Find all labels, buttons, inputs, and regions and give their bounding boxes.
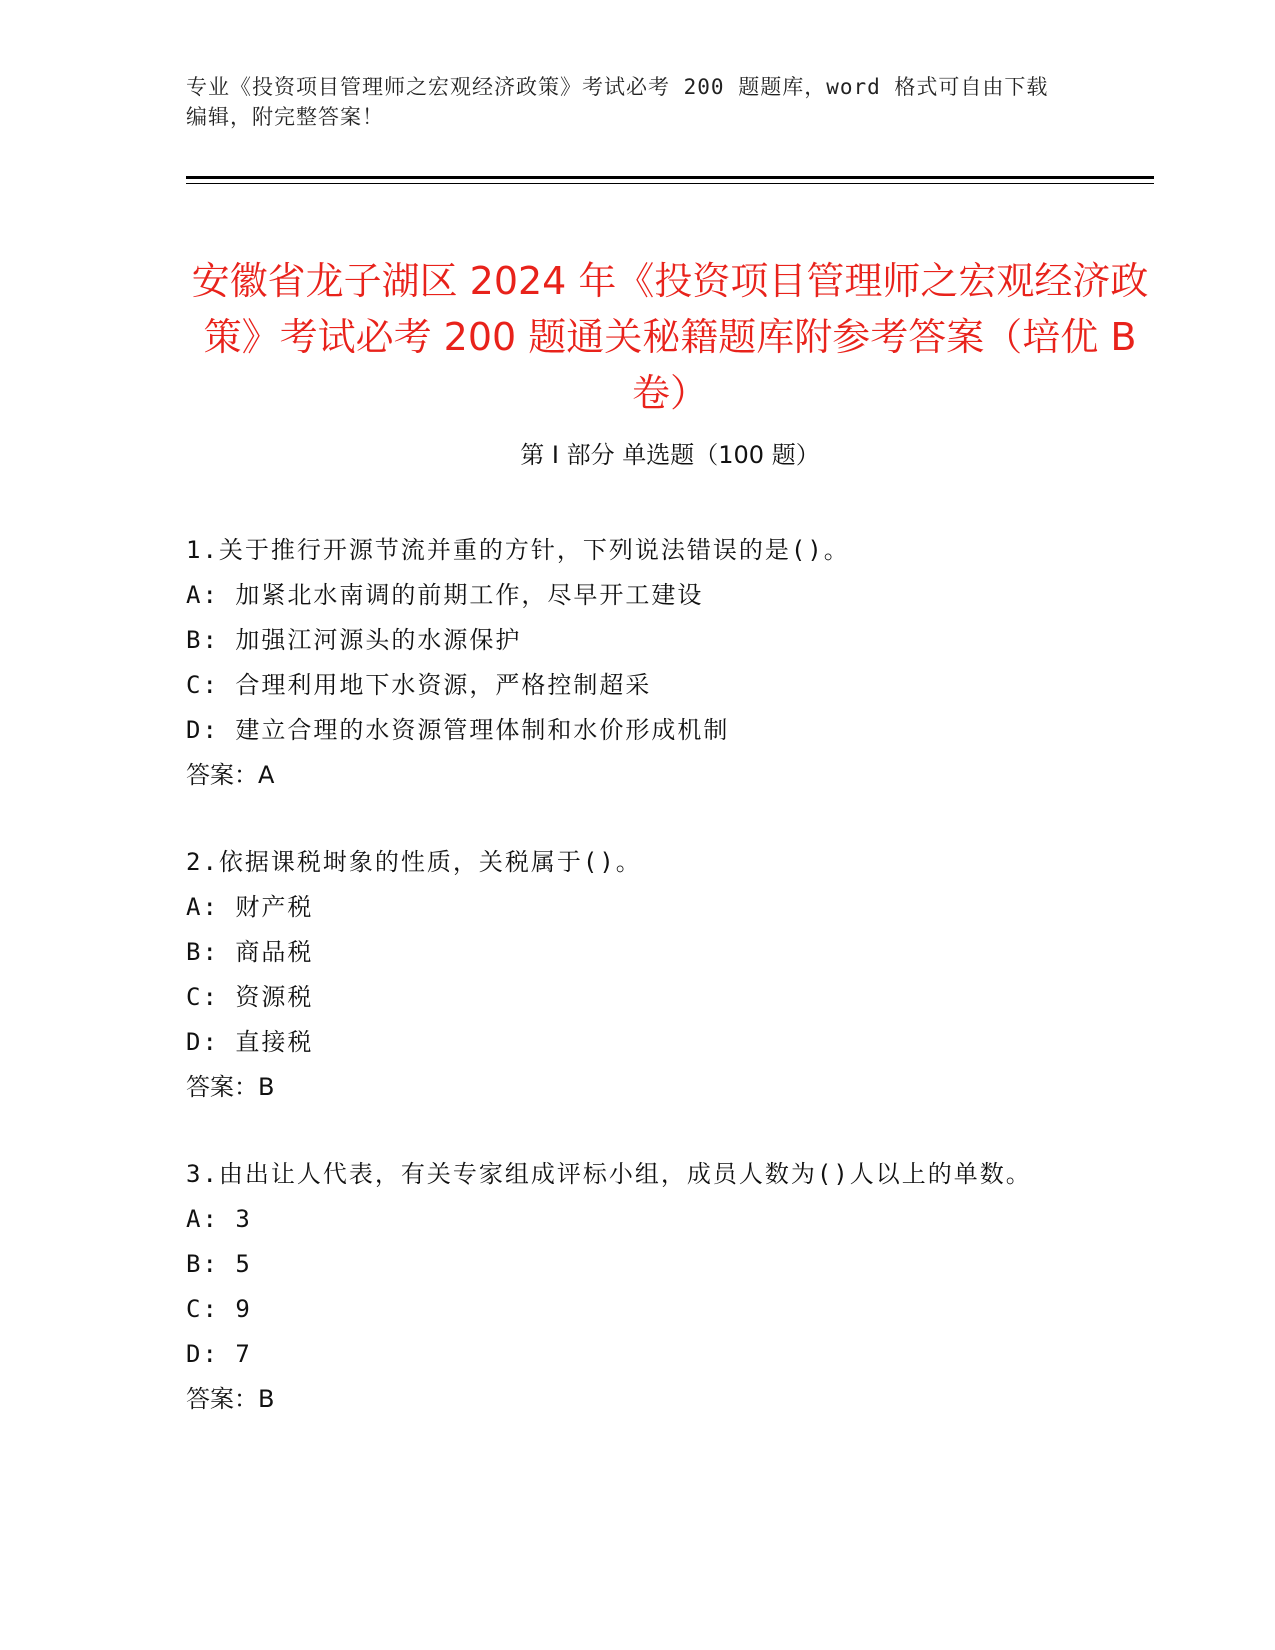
option-key: A: (186, 893, 219, 921)
option-d (186, 1020, 1066, 1065)
question-list (186, 528, 1066, 1464)
question-item (186, 840, 1066, 1110)
option-a (186, 573, 1066, 618)
question-stem: 1.关于推行开源节流并重的方针，下列说法错误的是()。 (186, 536, 850, 564)
option-text: 9 (235, 1295, 252, 1323)
option-key: D: (186, 1340, 219, 1368)
header-note: 专业《投资项目管理师之宏观经济政策》考试必考 200 题题库，word 格式可自由下载编辑，附完整答案！ (186, 75, 1049, 129)
option-text: 5 (235, 1250, 252, 1278)
question-stem: 2.依据课税埘象的性质，关税属于()。 (186, 848, 642, 876)
option-key: D: (186, 716, 219, 744)
section-title: 第 I 部分 单选题（100 题） (520, 441, 820, 469)
option-text: 7 (235, 1340, 252, 1368)
header-divider-thin (186, 183, 1154, 184)
option-b (186, 618, 1066, 663)
option-text: 直接税 (235, 1028, 314, 1056)
option-key: A: (186, 581, 219, 609)
option-key: A: (186, 1205, 219, 1233)
option-key: C: (186, 1295, 219, 1323)
answer-line: 答案：A (186, 761, 275, 789)
option-text: 建立合理的水资源管理体制和水价形成机制 (235, 716, 730, 744)
option-d (186, 1332, 1066, 1377)
option-b (186, 930, 1066, 975)
option-text: 商品税 (235, 938, 314, 966)
option-text: 财产税 (235, 893, 314, 921)
question-stem: 3.由出让人代表，有关专家组成评标小组，成员人数为()人以上的单数。 (186, 1160, 1032, 1188)
question-item (186, 528, 1066, 798)
option-a (186, 885, 1066, 930)
option-text: 资源税 (235, 983, 314, 1011)
option-key: B: (186, 1250, 219, 1278)
document-title: 安徽省龙子湖区 2024 年《投资项目管理师之宏观经济政策》考试必考 200 题通关秘籍题库附参考答案（培优 B 卷） (191, 259, 1149, 416)
option-key: D: (186, 1028, 219, 1056)
option-c (186, 1287, 1066, 1332)
option-d (186, 708, 1066, 753)
option-text: 加紧北水南调的前期工作，尽早开工建设 (235, 581, 704, 609)
question-item (186, 1152, 1066, 1422)
option-key: B: (186, 938, 219, 966)
option-key: B: (186, 626, 219, 654)
option-key: C: (186, 671, 219, 699)
option-key: C: (186, 983, 219, 1011)
option-b (186, 1242, 1066, 1287)
option-c (186, 975, 1066, 1020)
option-text: 合理利用地下水资源，严格控制超采 (235, 671, 652, 699)
answer-line: 答案：B (186, 1385, 275, 1413)
option-a (186, 1197, 1066, 1242)
option-text: 加强江河源头的水源保护 (235, 626, 522, 654)
option-text: 3 (235, 1205, 252, 1233)
option-c (186, 663, 1066, 708)
answer-line: 答案：B (186, 1073, 275, 1101)
header-divider-thick (186, 176, 1154, 179)
